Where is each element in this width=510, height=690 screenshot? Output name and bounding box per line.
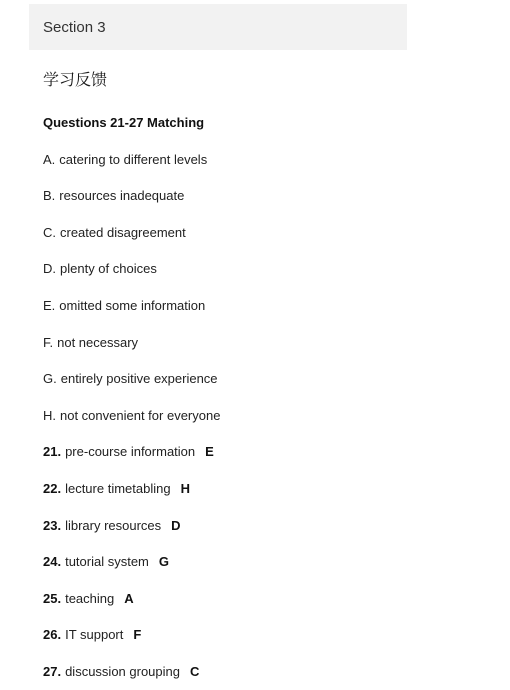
question-item bbox=[43, 589, 483, 609]
option-letter: D. bbox=[43, 261, 56, 277]
options-list bbox=[43, 150, 483, 426]
question-answer: A bbox=[124, 590, 134, 606]
question-text: pre-course information bbox=[65, 444, 196, 460]
question-item bbox=[43, 552, 483, 572]
option-letter: G. bbox=[43, 371, 57, 387]
question-number: 21. bbox=[43, 444, 62, 460]
question-answer: F bbox=[133, 627, 142, 643]
option-text: created disagreement bbox=[60, 224, 186, 240]
option-text: not necessary bbox=[57, 334, 139, 350]
page-heading: 学习反馈 bbox=[43, 72, 108, 89]
option-item bbox=[43, 296, 483, 316]
question-item bbox=[43, 442, 483, 462]
question-number: 22. bbox=[43, 480, 62, 496]
option-text: omitted some information bbox=[59, 297, 206, 313]
option-letter: C. bbox=[43, 224, 56, 240]
question-item bbox=[43, 625, 483, 645]
question-answer: G bbox=[158, 554, 170, 570]
question-item bbox=[43, 516, 483, 536]
option-text: entirely positive experience bbox=[60, 371, 218, 387]
section-title: Section 3 bbox=[43, 18, 106, 36]
option-item bbox=[43, 369, 483, 389]
question-text: discussion grouping bbox=[65, 663, 180, 679]
question-text: library resources bbox=[65, 517, 162, 533]
question-text: lecture timetabling bbox=[65, 480, 171, 496]
question-answer: D bbox=[171, 517, 181, 533]
option-item bbox=[43, 186, 483, 206]
option-letter: F. bbox=[43, 334, 54, 350]
question-answer: H bbox=[180, 480, 190, 496]
option-item bbox=[43, 333, 483, 353]
question-answer: C bbox=[189, 663, 200, 679]
question-number: 24. bbox=[43, 554, 62, 570]
question-text: teaching bbox=[65, 590, 115, 606]
question-answer: E bbox=[205, 444, 214, 460]
option-item bbox=[43, 150, 483, 170]
question-number: 25. bbox=[43, 590, 62, 606]
option-text: resources inadequate bbox=[59, 188, 185, 204]
section-header bbox=[29, 4, 407, 50]
question-item bbox=[43, 479, 483, 499]
question-text: tutorial system bbox=[65, 554, 149, 570]
option-text: not convenient for everyone bbox=[60, 407, 221, 423]
question-text: IT support bbox=[65, 627, 124, 643]
option-item bbox=[43, 259, 483, 279]
question-number: 27. bbox=[43, 663, 62, 679]
option-item bbox=[43, 406, 483, 426]
option-letter: E. bbox=[43, 297, 56, 313]
option-text: plenty of choices bbox=[60, 261, 157, 277]
option-text: catering to different levels bbox=[59, 151, 208, 167]
option-letter: B. bbox=[43, 188, 56, 204]
questions-block bbox=[43, 113, 483, 682]
option-letter: H. bbox=[43, 407, 56, 423]
question-item bbox=[43, 662, 483, 682]
question-number: 23. bbox=[43, 517, 62, 533]
option-letter: A. bbox=[43, 151, 56, 167]
question-number: 26. bbox=[43, 627, 62, 643]
questions-list bbox=[43, 442, 483, 682]
questions-heading: Questions 21-27 Matching bbox=[43, 115, 205, 130]
option-item bbox=[43, 223, 483, 243]
